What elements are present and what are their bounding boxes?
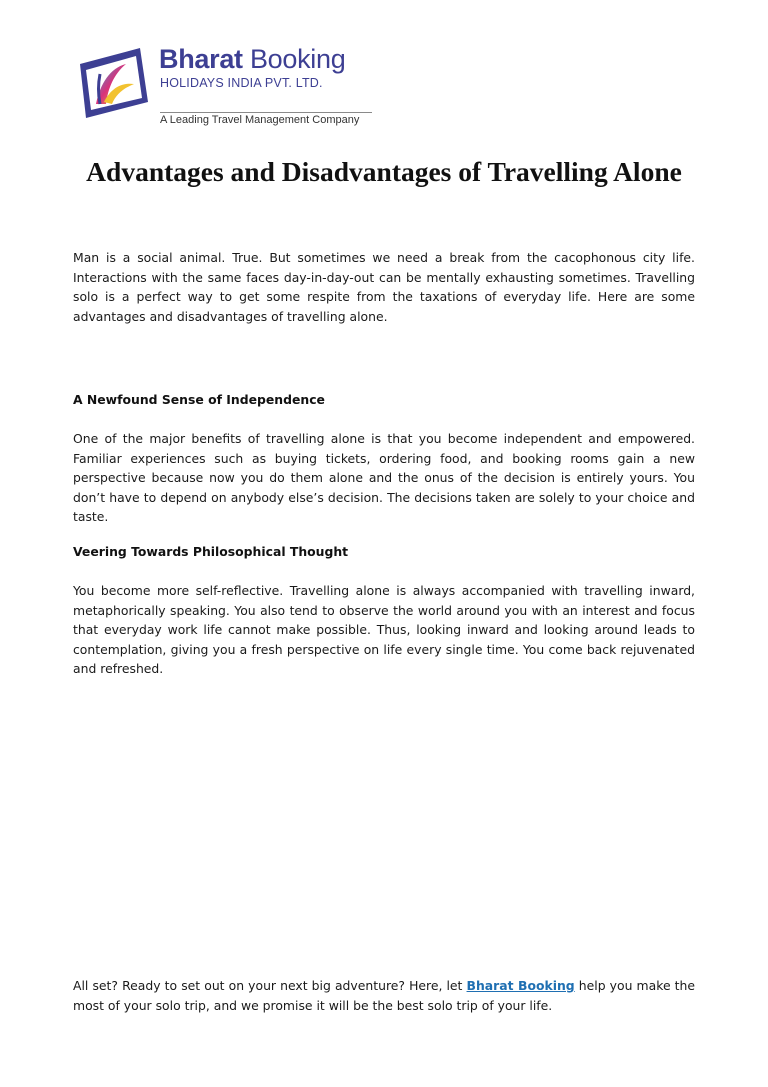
company-logo [74,40,394,126]
section-body-independence: One of the major benefits of travelling alone is that you become independent and empowered. Familiar experiences such as buying tickets, ordering food, and booking rooms gain a new perspective because now you do them alone and the onus of the decision is entirely yours. You don’t have to depend on anybody else’s decision. The decisions taken are solely to your choice and taste. [73,431,695,524]
closing-text-after: help you make the most of your solo trip, and we promise it will be the best solo trip of your life. [73,978,696,1013]
section-heading-independence: A Newfound Sense of Independence [73,392,325,407]
brand-subtitle: HOLIDAYS INDIA PVT. LTD. [160,76,323,90]
document-title: Advantages and Disadvantages of Travelling Alone [86,156,682,187]
bharat-booking-logo-icon [74,44,154,122]
brand-tagline: A Leading Travel Management Company [160,114,360,126]
bharat-booking-link[interactable]: Bharat Booking [466,978,575,993]
closing-text-before: All set? Ready to set out on your next big adventure? Here, let [73,978,467,993]
section-heading-philosophical: Veering Towards Philosophical Thought [73,544,349,559]
closing-paragraph [73,976,695,1015]
brand-divider [160,112,372,113]
brand-name-bold: Bharat [159,44,243,74]
section-body-philosophical: You become more self-reflective. Travelling alone is always accompanied with travelling inward, metaphorically speaking. You also tend to observe the world around you with an interest and focus that everyday work life cannot make possible. Thus, looking inward and looking around leads to contemplation, giving you a fresh perspective on life every single time. You come back rejuvenated and refreshed. [73,583,695,676]
brand-name-light: Booking [249,44,346,74]
intro-paragraph: Man is a social animal. True. But sometimes we need a break from the cacophonous city life. Interactions with the same faces day-in-day-out can be mentally exhausting sometimes. Travelling solo is a perfect way to get some respite from the taxations of everyday life. Here are some advantages and disadvantages of travelling alone. [73,250,695,324]
brand-name [159,44,345,74]
